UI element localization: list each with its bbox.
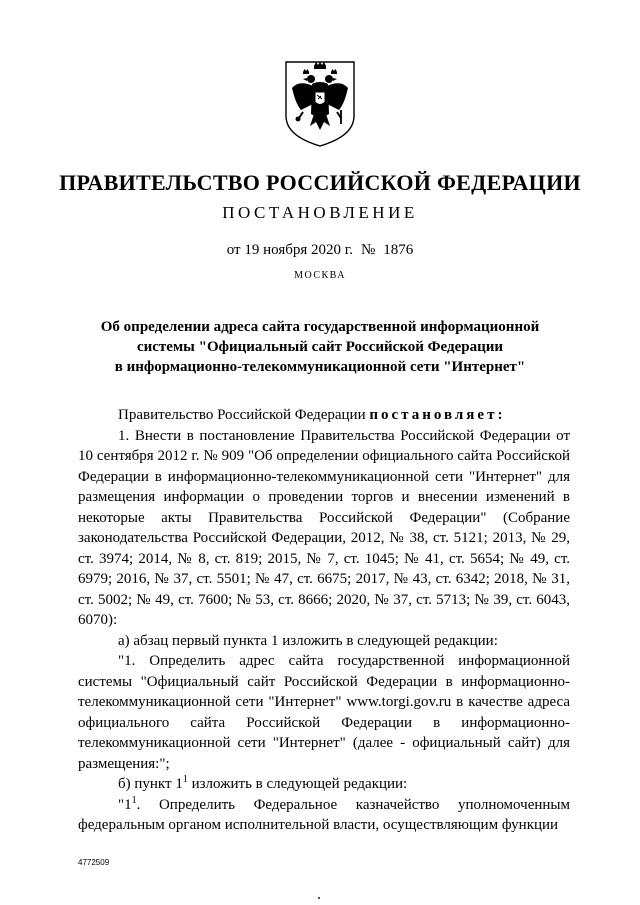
paragraph-quote-text: . Определить Федеральное казначейство уполномоченным федеральным органом исполнительной власти, осуществляющим функции (78, 796, 570, 833)
superscript: 1 (131, 794, 137, 806)
paragraph-b-text: б) пункт 1 (118, 776, 183, 792)
heading-line: Об определении адреса сайта государственной информационной (100, 319, 540, 335)
coat-of-arms-icon (283, 58, 357, 148)
document-date-line (0, 242, 640, 259)
paragraph-quote-text: "1 (118, 796, 132, 813)
scan-speck (318, 897, 320, 899)
paragraph-b (78, 774, 570, 795)
heading-line: в информационно-телекоммуникационной сети "Интернет" (114, 359, 526, 375)
paragraph-1: 1. Внести в постановление Правительства Российской Федерации от 10 сентября 2012 г. № 909 "Об определении официального сайта Российской Федерации в информационно-телекоммуникационной сети "Интернет" для размещения информации о проведении торгов и внесении изменений в некоторые акты Правительства Российской Федерации" (Собрание законодательства Российской Федерации, 2012, № 38, ст. 5121; 2013, № 29, ст. 3974; 2014, № 8, ст. 819; 2015, № 7, ст. 1045; № 41, ст. 5654; № 49, ст. 6979; 2016, № 37, ст. 5501; № 47, ст. 6675; 2017, № 43, ст. 6342; 2018, № 31, ст. 5002; № 49, ст. 7600; № 53, ст. 8666; 2020, № 37, ст. 5713; № 39, ст. 6043, 6070): (78, 427, 570, 628)
document-body (78, 405, 570, 836)
preamble-paragraph (78, 405, 570, 426)
preamble-text: Правительство Российской Федерации (118, 407, 366, 423)
heading-line: системы "Официальный сайт Российской Федерации (136, 339, 504, 355)
document-heading (80, 317, 560, 377)
paragraph-b-text: изложить в следующей редакции: (187, 776, 408, 792)
resolves-word: постановляет: (369, 407, 506, 423)
superscript: 1 (182, 774, 188, 785)
government-title: ПРАВИТЕЛЬСТВО РОССИЙСКОЙ ФЕДЕРАЦИИ (59, 170, 581, 195)
paragraph-quote-1-1 (78, 795, 570, 836)
paragraph-a: а) абзац первый пункта 1 изложить в следующей редакции: (118, 632, 498, 649)
document-type: ПОСТАНОВЛЕНИЕ (222, 203, 418, 222)
document-number: 1876 (383, 242, 414, 258)
document-date: от 19 ноября 2020 г. (226, 242, 353, 258)
number-sign: № (360, 242, 376, 258)
paragraph-quote-1: "1. Определить адрес сайта государственной информационной системы "Официальный сайт Российской Федерации в информационно-телекоммуникационной сети "Интернет" www.torgi.gov.ru в качестве адреса официального сайта Российской Федерации в информационно-телекоммуникационной сети "Интернет" (далее - официальный сайт) для размещения:"; (78, 653, 570, 772)
document-code: 4772509 (78, 858, 110, 867)
city: МОСКВА (294, 270, 346, 281)
